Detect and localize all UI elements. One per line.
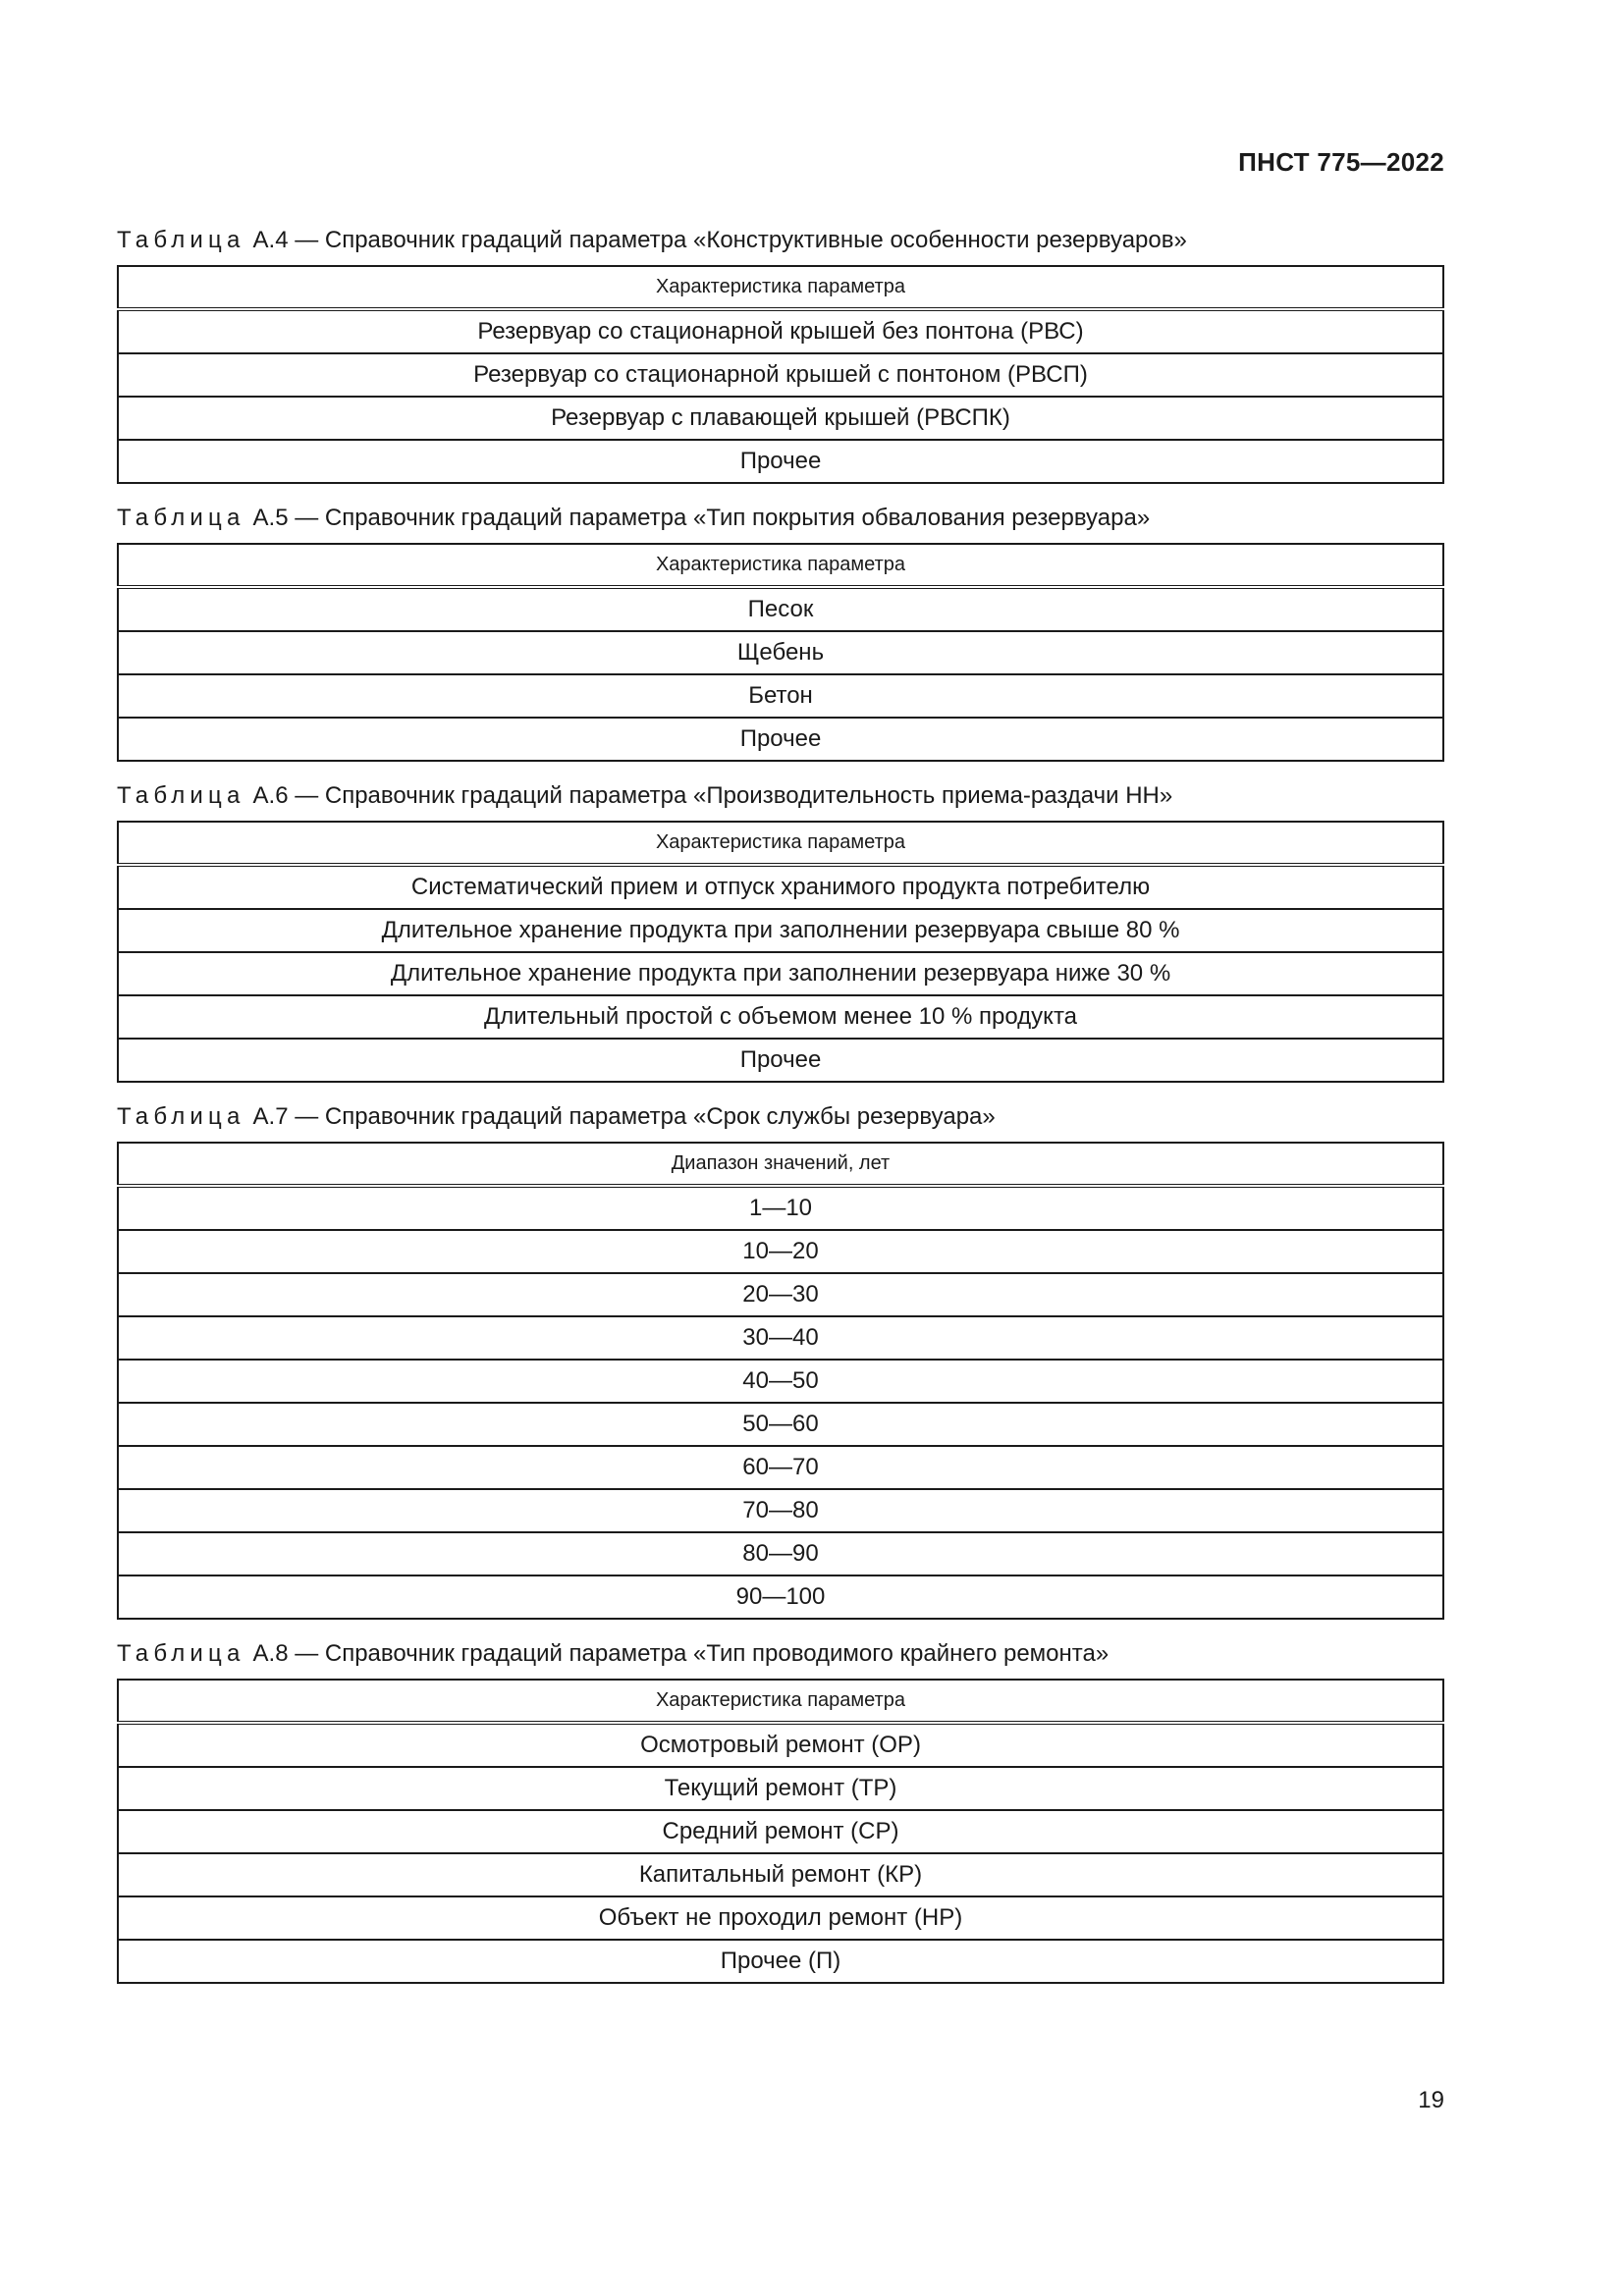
page-number: 19 [1418, 2087, 1444, 2113]
table-cell: 40—50 [118, 1360, 1443, 1403]
table-caption [117, 1102, 1444, 1132]
table-cell: 10—20 [118, 1230, 1443, 1273]
table-cell: 50—60 [118, 1403, 1443, 1446]
table-caption-lead: Таблица [117, 782, 245, 809]
table-cell: 80—90 [118, 1532, 1443, 1575]
table-cell: Песок [747, 596, 814, 622]
table-caption-lead: Таблица [117, 1640, 245, 1667]
table-caption-lead: Таблица [117, 227, 245, 253]
table-caption [117, 1639, 1444, 1669]
table-cell: Резервуар со стационарной крышей без понтона (РВС) [477, 318, 1084, 345]
table-column-header: Характеристика параметра [118, 266, 1443, 309]
table-cell: Объект не проходил ремонт (НР) [118, 1896, 1443, 1940]
table-cell: Систематический прием и отпуск хранимого продукта потребителю [410, 874, 1151, 900]
reference-table [117, 1679, 1444, 1984]
table-cell: Средний ремонт (СР) [118, 1810, 1443, 1853]
table-cell: Длительный простой с объемом менее 10 % продукта [118, 995, 1443, 1039]
table-cell: Длительное хранение продукта при заполнении резервуара ниже 30 % [118, 952, 1443, 995]
table-cell: Резервуар со стационарной крышей с понтоном (РВСП) [118, 353, 1443, 397]
reference-table [117, 821, 1444, 1083]
table-cell: Прочее [118, 1039, 1443, 1082]
table-caption-lead: Таблица [117, 1103, 245, 1130]
table-cell: 30—40 [118, 1316, 1443, 1360]
table-cell: Прочее (П) [118, 1940, 1443, 1983]
table-cell: Прочее [118, 440, 1443, 483]
table-cell: Щебень [118, 631, 1443, 674]
table-cell: 1—10 [748, 1195, 813, 1221]
table-caption-lead: Таблица [117, 505, 245, 531]
tables-container [117, 226, 1444, 2003]
document-id: ПНСТ 775—2022 [1238, 147, 1444, 177]
table-cell: Резервуар с плавающей крышей (РВСПК) [118, 397, 1443, 440]
table-cell: Осмотровый ремонт (ОР) [640, 1732, 921, 1758]
reference-table [117, 265, 1444, 484]
reference-table [117, 1142, 1444, 1620]
table-cell: Текущий ремонт (ТР) [118, 1767, 1443, 1810]
table-cell: Бетон [118, 674, 1443, 718]
table-column-header: Диапазон значений, лет [118, 1143, 1443, 1186]
table-cell: 90—100 [118, 1575, 1443, 1619]
table-caption-text: А.7 — Справочник градаций параметра «Срок службы резервуара» [252, 1103, 996, 1130]
table-cell: 70—80 [118, 1489, 1443, 1532]
table-cell: Прочее [118, 718, 1443, 761]
table-cell: Длительное хранение продукта при заполнении резервуара свыше 80 % [118, 909, 1443, 952]
table-caption [117, 226, 1444, 255]
table-caption-text: А.8 — Справочник градаций параметра «Тип проводимого крайнего ремонта» [252, 1640, 1110, 1667]
table-cell: 60—70 [118, 1446, 1443, 1489]
table-caption-text: А.4 — Справочник градаций параметра «Конструктивные особенности резервуаров» [252, 227, 1187, 253]
table-caption-text: А.6 — Справочник градаций параметра «Производительность приема-раздачи НН» [252, 782, 1173, 809]
table-cell: Капитальный ремонт (КР) [118, 1853, 1443, 1896]
table-column-header: Характеристика параметра [118, 822, 1443, 865]
table-caption-text: А.5 — Справочник градаций параметра «Тип покрытия обвалования резервуара» [252, 505, 1151, 531]
table-caption [117, 781, 1444, 811]
table-column-header: Характеристика параметра [118, 544, 1443, 587]
table-cell: 20—30 [118, 1273, 1443, 1316]
table-column-header: Характеристика параметра [118, 1680, 1443, 1723]
table-caption [117, 504, 1444, 533]
reference-table [117, 543, 1444, 762]
